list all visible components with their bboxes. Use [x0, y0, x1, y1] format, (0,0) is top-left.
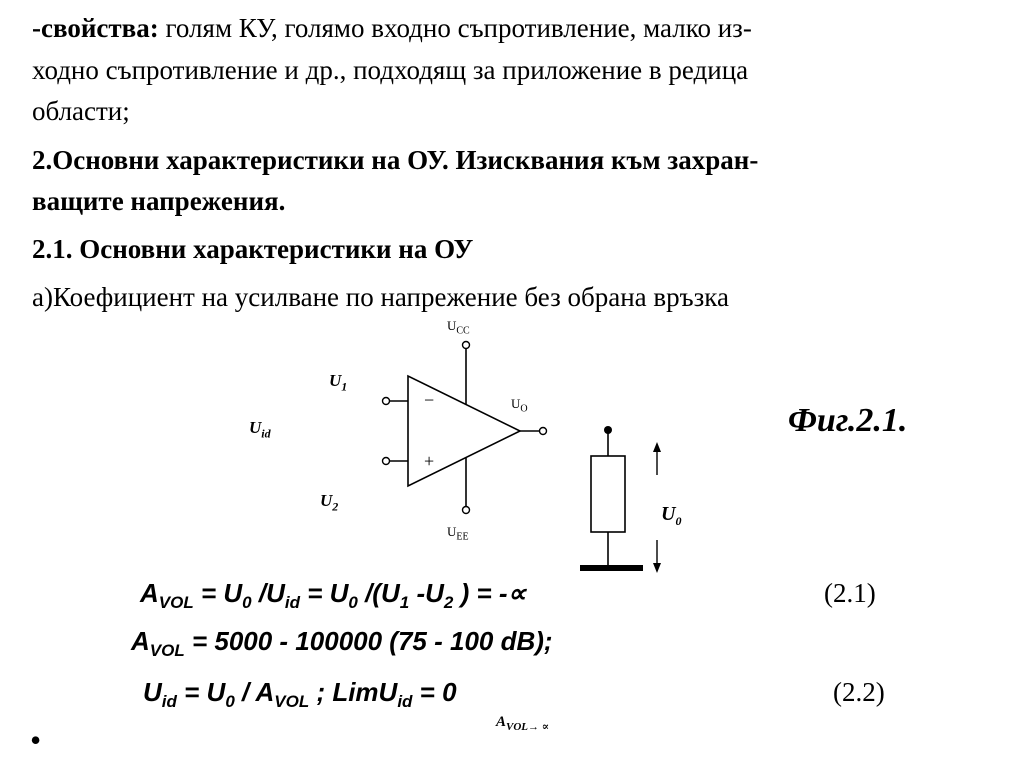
input-2-terminal — [383, 458, 390, 465]
properties-line-3: области; — [32, 96, 130, 126]
equation-2-2: $U_{id} = U_0 / A_{VOL}$ ; LimU$_{id}$ = 0 — [143, 677, 457, 712]
noninverting-sign: + — [424, 451, 435, 471]
section-2-1-heading: 2.1. Основни характеристики на ОУ — [32, 234, 474, 264]
uid-label: $U_{id}$ — [249, 418, 271, 441]
section-2-heading-line-1: 2.Основни характеристики на ОУ. Изисквания към захран- — [32, 145, 759, 175]
equation-avol-range: $A_{VOL} = 5000 - 100000$ (75 - 100 dB); — [131, 626, 553, 661]
properties-label: -свойства: — [32, 13, 159, 43]
u0-load-label: $U_0$ — [661, 503, 682, 528]
ucc-label: $U_{CC}$ — [447, 318, 470, 337]
equation-2-2-number: (2.2) — [833, 677, 885, 707]
figure-caption: Фиг.2.1. — [788, 402, 908, 439]
uee-label: $U_{EE}$ — [447, 524, 469, 543]
input-1-terminal — [383, 398, 390, 405]
equation-2-1-number: (2.1) — [824, 578, 876, 608]
section-2-heading-line-2: ващите напрежения. — [32, 186, 286, 216]
properties-line-2: ходно съпротивление и др., подходящ за приложение в редица — [32, 55, 749, 85]
limit-subscript: $A_{VOL\to \propto}$ — [496, 714, 550, 733]
inverting-sign: − — [424, 390, 435, 410]
properties-line-1: -свойства: голям КУ, голямо входно съпротивление, малко из- — [32, 13, 752, 43]
bullet: • — [30, 722, 42, 758]
uo-label: $U_O$ — [511, 396, 528, 415]
item-a-text: а)Коефициент на усилване по напрежение без обрана връзка — [32, 282, 729, 312]
ground-bar — [580, 565, 643, 571]
u0-arrow-up — [653, 442, 661, 452]
load-resistor — [591, 456, 625, 532]
load-top-node — [604, 426, 612, 434]
u1-label: $U_1$ — [329, 371, 348, 394]
vee-terminal — [463, 507, 470, 514]
u2-label: $U_2$ — [320, 491, 339, 514]
u0-arrow-down — [653, 563, 661, 573]
vcc-terminal — [463, 342, 470, 349]
equation-2-1: $A_{VOL} = U_0$ $/U_{id} = U_0$ $/(U_1$ $-U_2$ ) = -∝ — [140, 578, 527, 613]
output-terminal — [540, 428, 547, 435]
